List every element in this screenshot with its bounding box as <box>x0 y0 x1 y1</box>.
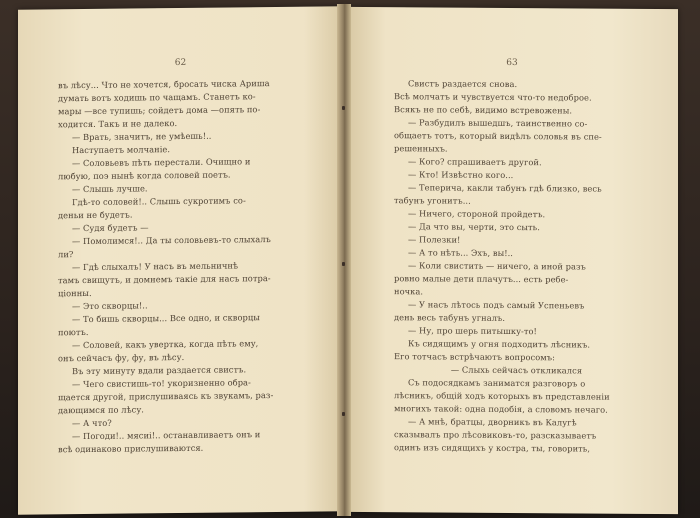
text-line: одинъ изъ сидящихъ у костра, ты, говорить, <box>394 442 591 454</box>
text-line: лѣсникъ, общій ходъ которыхъ въ представленіи <box>394 390 610 402</box>
text-line: общаетъ тотъ, который видѣлъ соловья въ спе- <box>394 130 602 142</box>
text-line: — Полезки! <box>408 234 461 245</box>
text-line: — Ничего, стороной пройдетъ. <box>408 208 546 220</box>
text-line: многихъ такой: одна подобія, а словомъ нечаго. <box>394 403 608 415</box>
text-line: Гдѣ-то соловей!.. Слышь сукротимъ со- <box>72 195 246 208</box>
text-line: въ лѣсу... Что не хочется, бросать чиска Ариша <box>58 78 270 91</box>
binding-stitch <box>342 106 345 110</box>
text-line: — Кого? спрашиваетъ другой. <box>408 156 542 168</box>
text-line: — Это скворцы!.. <box>72 300 148 312</box>
text-line: день весь табунъ угналъ. <box>394 312 506 323</box>
text-line: Съ подосядкамъ заниматся разговоръ о <box>408 377 586 389</box>
right-page-text <box>394 77 639 456</box>
text-line: — Помолимся!.. Да ты соловьевъ-то слыхалъ <box>72 234 271 247</box>
text-line: — Слышь лучше. <box>72 183 148 195</box>
text-line: — У насъ лѣтось подъ самый Успеньевъ <box>408 299 585 311</box>
text-line: — Врать, значитъ, не умѣешь!.. <box>72 130 212 143</box>
text-line: — Соловей, какъ увертка, когда пѣть ему, <box>72 338 259 351</box>
text-line: — Гдѣ слыхалъ! У насъ въ мельничнѣ <box>72 260 239 273</box>
text-line: Наступаетъ молчаніе. <box>72 144 171 156</box>
text-line: думать вотъ ходишь по чащамъ. Станетъ ко- <box>58 91 256 104</box>
text-line: щается другой, прислушиваясь къ звукамъ, раз- <box>58 390 274 403</box>
left-page-text <box>58 77 298 457</box>
text-line: Всякъ не по себѣ, видимо встревожены. <box>394 104 573 116</box>
text-line: Свистъ раздается снова. <box>408 78 518 90</box>
text-line: — Разбудилъ вышедшъ, таинственно со- <box>408 117 588 129</box>
left-page-number: 62 <box>174 57 187 69</box>
text-line: — Слыхь сейчасъ откликался <box>450 364 583 376</box>
text-line: — Коли свистить — ничего, а иной разъ <box>408 260 586 272</box>
right-page-number: 63 <box>506 57 518 69</box>
text-line: ночка. <box>394 286 424 297</box>
text-line: — А мнѣ, братцы, дворникъ въ Калугѣ <box>408 416 577 428</box>
text-line: ли? <box>58 249 74 260</box>
text-line: ціонны. <box>58 287 92 299</box>
text-line: — Судя будетъ — <box>72 222 149 234</box>
left-page <box>18 6 343 514</box>
text-line: — То бишь скворцы... Все одно, и скворцы <box>72 312 260 325</box>
text-line: — Ну, про шерь питышку-то! <box>408 325 537 337</box>
text-line: — А что? <box>72 417 112 429</box>
text-line: решенныхъ. <box>394 143 448 154</box>
text-line: — Теперича, какли табунъ гдѣ близко, весь <box>408 182 602 194</box>
binding-stitch <box>342 412 345 416</box>
text-line: ровно малые дети плачутъ... есть ребе- <box>394 273 569 285</box>
text-line: — А то нѣть... Эхъ, вы!.. <box>408 247 513 259</box>
text-line: деньи не будетъ. <box>58 209 133 221</box>
binding-stitch <box>342 262 345 266</box>
text-line: ходится. Такъ и не далеко. <box>58 118 178 130</box>
text-line: дающимся по лѣсу. <box>58 404 144 416</box>
book-gutter <box>337 4 351 516</box>
text-line: тамъ свищутъ, и домнемъ такіе для насъ потра- <box>58 273 271 286</box>
text-line: поютъ. <box>58 326 89 338</box>
text-line: всѣ одинаково прислушиваются. <box>58 442 204 455</box>
text-line: Его тотчасъ встрѣчаютъ вопросомъ: <box>394 351 555 363</box>
text-line: Всѣ молчатъ и чувствуется что-то недоброе. <box>394 91 592 103</box>
text-line: — Соловьевъ пѣть перестали. Очищно и <box>72 156 251 169</box>
text-line: Къ сидящимъ у огня подходитъ лѣсникъ. <box>408 338 591 350</box>
text-line: — Да что вы, черти, это сыть. <box>408 221 540 233</box>
text-line: мары —все тупишь; сойдетъ дома —опять по- <box>58 104 261 117</box>
text-line: — Погоди!.. мясиі!.. останавливаетъ онъ и <box>72 429 261 442</box>
text-line: табунъ угонитъ... <box>394 195 471 206</box>
text-line: онъ сейчасъ фу, фу, въ лѣсу. <box>58 351 185 364</box>
text-line: — Чего свистишь-то! укоризненно обра- <box>72 377 251 390</box>
text-line: сказывалъ про лѣсовиковъ-то, разсказываетъ <box>394 429 597 441</box>
text-line: — Кто! Извѣстно кого... <box>408 169 514 181</box>
text-line: любую, поэ нынѣ когда соловей поетъ. <box>58 169 231 182</box>
right-page <box>346 7 678 514</box>
text-line: Въ эту минуту вдали раздается свистъ. <box>72 364 247 377</box>
